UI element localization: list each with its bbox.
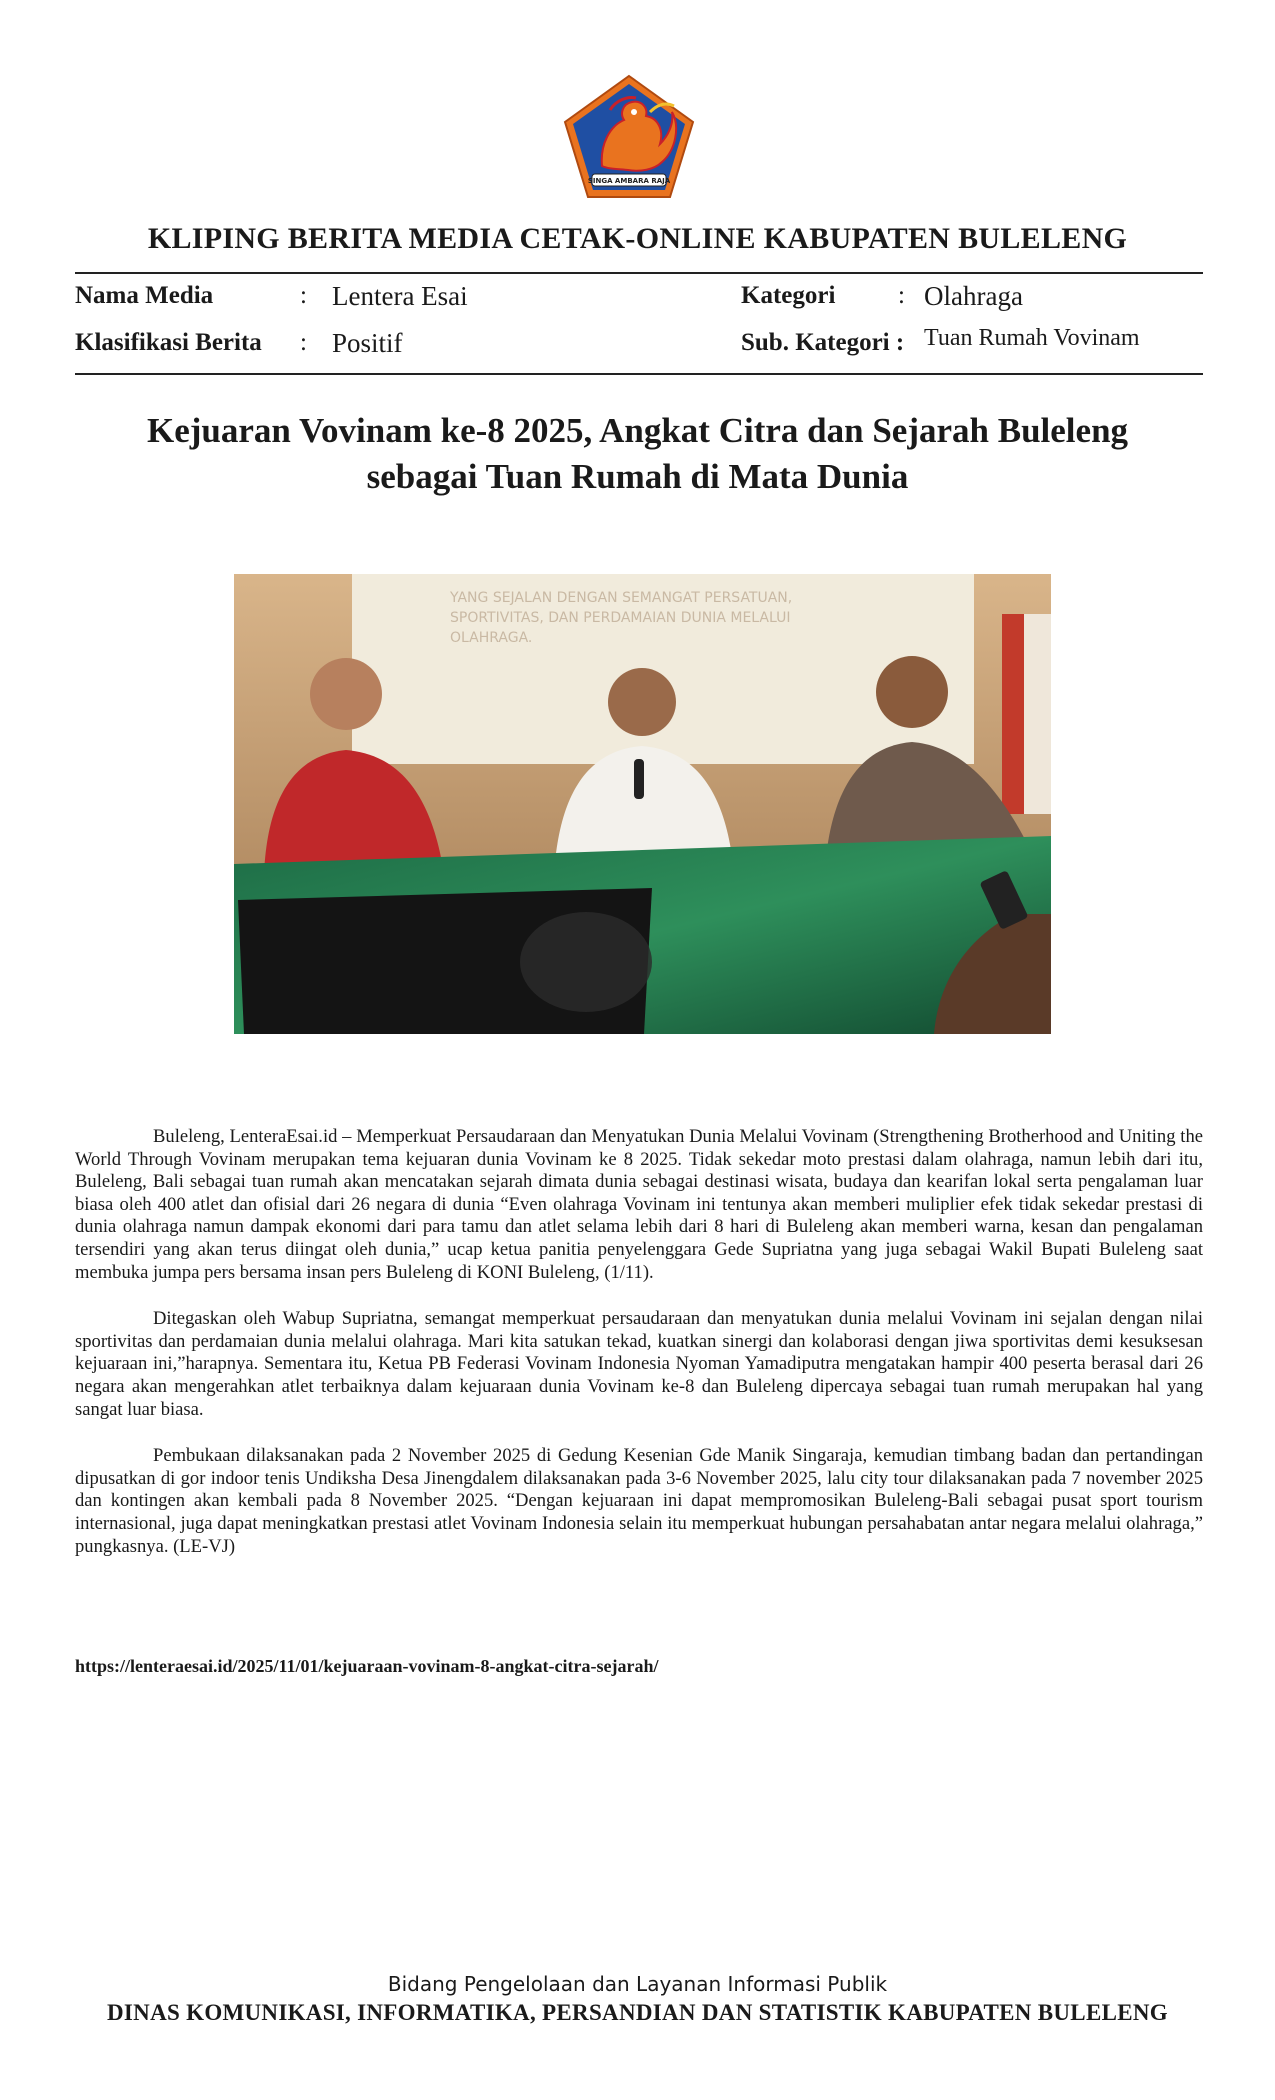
logo-motto: SINGA AMBARA RAJA xyxy=(587,177,671,185)
article-headline: Kejuaran Vovinam ke-8 2025, Angkat Citra dan Sejarah Buleleng sebagai Tuan Rumah di Mata Dunia xyxy=(146,411,1129,496)
clipping-header-title: KLIPING BERITA MEDIA CETAK-ONLINE KABUPATEN BULELENG xyxy=(147,222,1128,255)
screen-text-line1: YANG SEJALAN DENGAN SEMANGAT PERSATUAN, xyxy=(450,590,793,606)
press-conference-photo xyxy=(234,574,1051,1034)
kategori-label: Kategori xyxy=(741,282,836,309)
article-paragraph: Buleleng, LenteraEsai.id – Memperkuat Persaudaraan dan Menyatukan Dunia Melalui Vovinam (Strengthening Brotherhood and Uniting the World Through Vovinam merupakan tema kejuaran dunia Vovinam ke 8 2025. Tidak sekedar moto prestasi dalam olahraga, namun lebih dari itu, Buleleng, Bali sebagai tuan rumah akan mencatakan sejarah dimata dunia sebagai destinasi wisata, budaya dan kearifan lokal serta pengalaman luar biasa oleh 400 atlet dan ofisial dari 26 negara di dunia “Even olahraga Vovinam ini tentunya akan memberi muliplier efek tidak sekedar prestasi di dunia olahraga namun dampak ekonomi dari para tamu dan atlet selama lebih dari 8 hari di Buleleng akan memberi warna, kesan dan pengalaman tersendiri yang akan terus diingat oleh dunia,” ucap ketua panitia penyelenggara Gede Supriatna yang juga sebagai Wakil Bupati Buleleng saat membuka jumpa pers bersama insan pers Buleleng di KONI Buleleng, (1/11). xyxy=(75,1126,1203,1283)
metadata-block xyxy=(0,0,1275,380)
screen-text-line2: SPORTIVITAS, DAN PERDAMAIAN DUNIA MELALUI xyxy=(450,610,791,626)
klasifikasi-label: Klasifikasi Berita xyxy=(75,329,262,356)
header-divider-bottom xyxy=(75,373,1203,375)
kategori-colon: : xyxy=(898,282,905,309)
article-body xyxy=(75,1126,1203,1582)
klasifikasi-value: Positif xyxy=(332,328,403,358)
klasifikasi-colon: : xyxy=(300,329,307,356)
footer-division: Bidang Pengelolaan dan Layanan Informasi Publik xyxy=(387,1972,888,1996)
media-colon: : xyxy=(300,282,307,309)
kategori-value: Olahraga xyxy=(924,281,1023,311)
subkategori-label: Sub. Kategori : xyxy=(741,329,905,356)
media-label: Nama Media xyxy=(75,282,214,309)
article-paragraph: Pembukaan dilaksanakan pada 2 November 2025 di Gedung Kesenian Gde Manik Singaraja, kemudian timbang badan dan pertandingan dipusatkan di gor indoor tenis Undiksha Desa Jinengdalem dilaksanakan pada 3-6 November 2025, lalu city tour dilaksanakan pada 7 november 2025 dan kontingen akan kembali pada 8 November 2025. “Dengan kejuaraan ini dapat mempromosikan Buleleng-Bali sebagai pusat sport tourism internasional, juga dapat meningkatkan prestasi atlet Vovinam Indonesia selain itu memperkuat hubungan persahabatan antar negara melalui olahraga,” pungkasnya. (LE-VJ) xyxy=(75,1445,1203,1557)
subkategori-value: Tuan Rumah Vovinam xyxy=(924,325,1140,351)
footer-agency: DINAS KOMUNIKASI, INFORMATIKA, PERSANDIAN DAN STATISTIK KABUPATEN BULELENG xyxy=(107,2000,1168,2025)
source-url-link[interactable]: https://lenteraesai.id/2025/11/01/kejuaraan-vovinam-8-angkat-citra-sejarah/ xyxy=(75,1656,659,1676)
screen-text-line3: OLAHRAGA. xyxy=(450,630,533,646)
article-paragraph: Ditegaskan oleh Wabup Supriatna, semangat memperkuat persaudaraan dan menyatukan dunia melalui Vovinam ini sejalan dengan nilai sportivitas dan perdamaian dunia melalui olahraga. Mari kita satukan tekad, kuatkan sinergi dan kolaborasi dengan jiwa sportivitas demi kesuksesan kejuaraan ini,”harapnya. Sementara itu, Ketua PB Federasi Vovinam Indonesia Nyoman Yamadiputra mengatakan hampir 400 peserta berasal dari 26 negara akan mengerahkan atlet terbaiknya dalam kejuaraan dunia Vovinam ke-8 dan Buleleng dipercaya sebagai tuan rumah merupakan hal yang sangat luar biasa. xyxy=(75,1308,1203,1420)
media-value: Lentera Esai xyxy=(332,281,468,311)
